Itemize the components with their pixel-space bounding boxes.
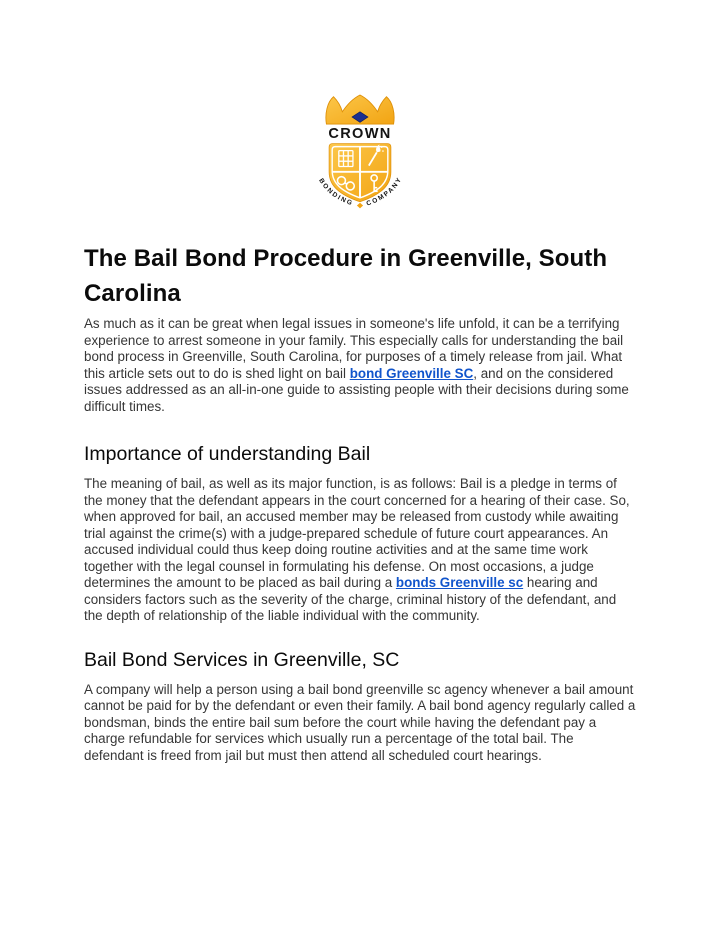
inline-link[interactable]: bonds Greenville sc bbox=[395, 575, 524, 590]
inline-link[interactable]: bond Greenville SC bbox=[349, 365, 474, 381]
paragraph-text: As much as it can be great when legal issues in someone's life unfold, it can be a terrifying experience to arrest someone in your family. This especially calls for understanding the bail bond process in Greenville, South Carolina, for purposes of a timely release from jail. What this article sets out to do is shed light on bail bbox=[84, 316, 624, 381]
article-content bbox=[0, 241, 720, 764]
section-heading-services: Bail Bond Services in Greenville, SC bbox=[84, 648, 400, 671]
logo-brand-text: CROWN bbox=[328, 126, 392, 143]
intro-paragraph bbox=[84, 316, 636, 415]
paragraph-text: A company will help a person using a bail bond greenville sc agency whenever a bail amount cannot be paid for by the defendant or even their family. A bail bond agency regularly called a bondsman, binds the entire bail sum before the court while having the defendant pay a charge refundable for services which usually run a percentage of the total bail. The defendant is freed from jail but must then attend all scheduled court hearings. bbox=[84, 681, 636, 763]
crown-bonding-company-logo bbox=[307, 94, 413, 209]
page-title: The Bail Bond Procedure in Greenville, South Carolina bbox=[84, 245, 608, 307]
paragraph-text: The meaning of bail, as well as its major function, is as follows: Bail is a pledge in terms of the money that the defendant appears in the court concerned for a hearing of their case. So, when approved for bail, an accused member may be released from custody while awaiting trial against the crime(s) with a judge-prepared schedule of future court appearances. An accused individual could thus keep doing routine activities and at the same time work together with the legal counsel in formulating his defense. On most occasions, a judge determines the amount to be placed as bail during a bbox=[84, 476, 630, 590]
section-heading-importance: Importance of understanding Bail bbox=[84, 443, 371, 465]
paragraph-text: hearing and considers factors such as the severity of the charge, criminal history of the defendant, and the depth of relationship of the liable individual with the community. bbox=[84, 575, 617, 623]
logo-container bbox=[0, 0, 720, 209]
paragraph-text: , and on the considered issues addressed as an all-in-one guide to assisting people with their decisions during some difficult times. bbox=[84, 365, 629, 414]
logo-band-right-text: COMPANY bbox=[365, 175, 404, 208]
section-paragraph-services bbox=[84, 682, 636, 765]
section-paragraph-importance bbox=[84, 476, 636, 625]
band-diamond-icon bbox=[357, 203, 363, 209]
logo-band-left-text: BONDING bbox=[317, 177, 355, 208]
